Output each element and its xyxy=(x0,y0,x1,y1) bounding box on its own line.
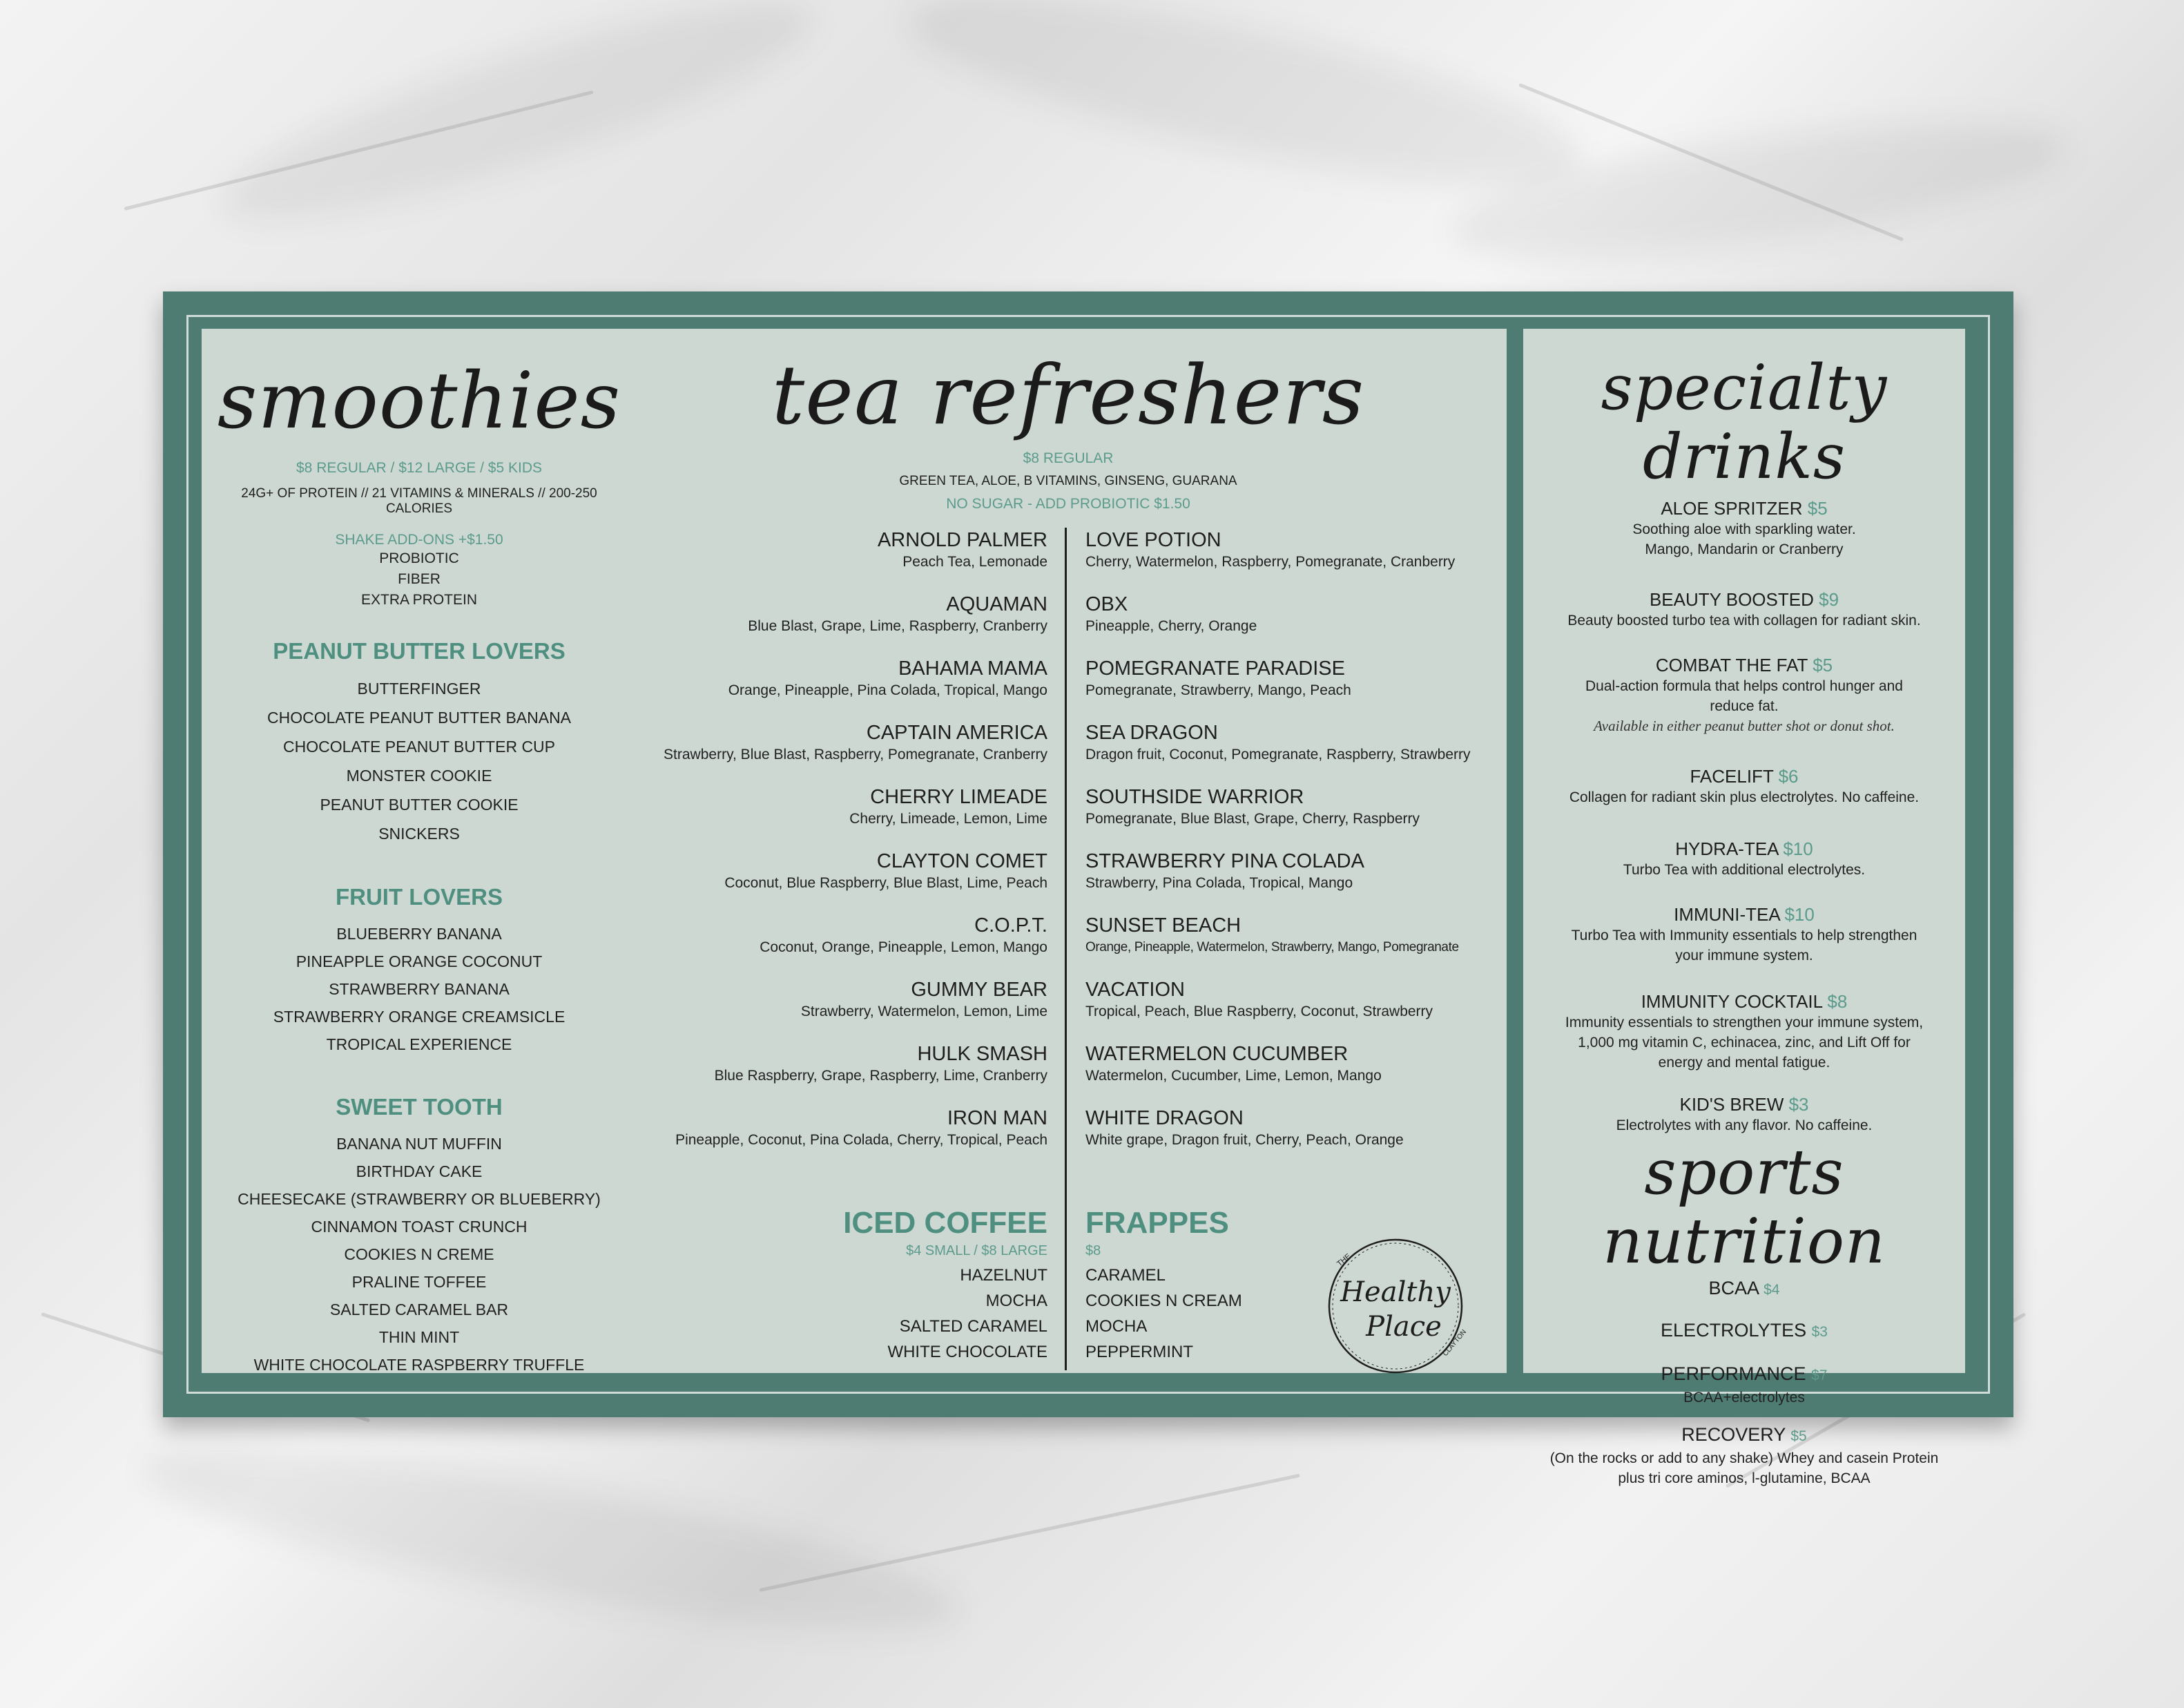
tea-drink xyxy=(637,785,1047,849)
coffee-item: HAZELNUT xyxy=(960,1266,1047,1285)
coffee-item: SALTED CARAMEL xyxy=(899,1317,1047,1336)
tea-price-line: $8 REGULAR xyxy=(1023,450,1114,466)
item-name: BEAUTY BOOSTED xyxy=(1649,589,1814,610)
item-price: $5 xyxy=(1807,498,1828,519)
menu-item: CINNAMON TOAST CRUNCH xyxy=(311,1218,528,1236)
drink-name: LOVE POTION xyxy=(1085,529,1221,551)
column-divider xyxy=(1065,528,1067,1370)
specialty-item xyxy=(1523,654,1965,736)
drink-name: STRAWBERRY PINA COLADA xyxy=(1085,850,1364,872)
iced-coffee-title: ICED COFFEE xyxy=(843,1206,1047,1240)
item-desc: 1,000 mg vitamin C, echinacea, zinc, and Lift Off for xyxy=(1578,1035,1911,1050)
tea-drink xyxy=(637,656,1047,720)
item-desc: Mango, Mandarin or Cranberry xyxy=(1645,541,1844,557)
item-desc: Turbo Tea with Immunity essentials to help strengthen xyxy=(1571,928,1917,943)
category-heading: FRUIT LOVERS xyxy=(335,884,503,910)
leaf-shadow xyxy=(205,0,830,259)
specialty-item xyxy=(1523,838,1965,880)
frappes-price: $8 xyxy=(1085,1243,1101,1258)
tea-drink xyxy=(637,913,1047,977)
item-desc: your immune system. xyxy=(1675,948,1813,963)
drink-desc: Strawberry, Pina Colada, Tropical, Mango xyxy=(1085,875,1353,891)
drink-name: GUMMY BEAR xyxy=(911,979,1047,1001)
drink-name: VACATION xyxy=(1085,979,1185,1001)
healthy-place-logo xyxy=(1324,1235,1467,1377)
item-price: $10 xyxy=(1784,904,1815,925)
frappe-item: CARAMEL xyxy=(1085,1266,1166,1285)
tea-drink xyxy=(637,977,1047,1042)
item-desc: energy and mental fatigue. xyxy=(1658,1055,1830,1071)
tea-drink xyxy=(637,528,1047,592)
item-price: $8 xyxy=(1827,991,1848,1012)
tea-drink xyxy=(1085,849,1500,913)
item-desc: BCAA+electrolytes xyxy=(1683,1390,1805,1405)
drink-name: WHITE DRAGON xyxy=(1085,1107,1244,1129)
drink-name: CLAYTON COMET xyxy=(876,850,1047,872)
drink-desc: Watermelon, Cucumber, Lime, Lemon, Mango xyxy=(1085,1068,1382,1084)
drink-name: OBX xyxy=(1085,593,1128,615)
tea-drink xyxy=(637,592,1047,656)
iced-coffee-section xyxy=(637,1205,1047,1365)
item-name: PERFORMANCE xyxy=(1661,1363,1806,1384)
sports-item xyxy=(1523,1276,1965,1302)
coffee-item: MOCHA xyxy=(985,1292,1047,1310)
item-price: $7 xyxy=(1811,1368,1828,1383)
sports-title: sports nutrition xyxy=(1602,1136,1886,1278)
drink-desc: Strawberry, Watermelon, Lemon, Lime xyxy=(800,1004,1047,1019)
menu-item: BLUEBERRY BANANA xyxy=(336,925,502,943)
item-desc: Turbo Tea with additional electrolytes. xyxy=(1623,862,1866,878)
drink-desc: Dragon fruit, Coconut, Pomegranate, Raspberry, Strawberry xyxy=(1085,747,1471,762)
item-price: $3 xyxy=(1811,1324,1828,1340)
drink-desc: Peach Tea, Lemonade xyxy=(902,554,1047,570)
drink-desc: Blue Raspberry, Grape, Raspberry, Lime, Cranberry xyxy=(714,1068,1047,1084)
tea-info-line: GREEN TEA, ALOE, B VITAMINS, GINSENG, GUARANA xyxy=(899,474,1237,488)
item-note: Available in either peanut butter shot or donut shot. xyxy=(1594,718,1895,734)
menu-item: MONSTER COOKIE xyxy=(346,767,492,785)
menu-item: STRAWBERRY BANANA xyxy=(329,980,510,998)
item-price: $9 xyxy=(1819,589,1839,610)
item-desc: plus tri core aminos, l-glutamine, BCAA xyxy=(1618,1470,1871,1486)
menu-item: THIN MINT xyxy=(378,1328,460,1346)
item-price: $5 xyxy=(1813,655,1833,675)
category-heading: SWEET TOOTH xyxy=(336,1094,503,1120)
item-price: $5 xyxy=(1790,1428,1807,1444)
smoothies-info-line: 24G+ OF PROTEIN // 21 VITAMINS & MINERALS // 200-250 CALORIES xyxy=(241,486,597,516)
drink-name: IRON MAN xyxy=(947,1107,1047,1129)
drink-desc: Pineapple, Cherry, Orange xyxy=(1085,618,1257,634)
drink-name: POMEGRANATE PARADISE xyxy=(1085,658,1345,680)
smoothies-addons-label: SHAKE ADD-ONS +$1.50 xyxy=(335,532,503,548)
specialty-title: specialty drinks xyxy=(1601,352,1888,493)
drink-name: ARNOLD PALMER xyxy=(877,529,1047,551)
item-desc: reduce fat. xyxy=(1710,698,1779,714)
menu-item: CHEESECAKE (STRAWBERRY OR BLUEBERRY) xyxy=(238,1190,601,1208)
drink-name: CAPTAIN AMERICA xyxy=(866,722,1047,744)
drink-desc: Cherry, Watermelon, Raspberry, Pomegranate, Cranberry xyxy=(1085,554,1456,570)
drink-name: BAHAMA MAMA xyxy=(898,658,1047,680)
tea-drink xyxy=(1085,785,1500,849)
tea-drink xyxy=(1085,913,1500,977)
menu-item: BUTTERFINGER xyxy=(357,680,481,698)
addon-item: EXTRA PROTEIN xyxy=(360,592,478,608)
tea-probiotic-line: NO SUGAR - ADD PROBIOTIC $1.50 xyxy=(946,496,1190,512)
frappes-title: FRAPPES xyxy=(1085,1206,1229,1240)
item-name: IMMUNI-TEA xyxy=(1674,904,1780,925)
specialty-item xyxy=(1523,1093,1965,1135)
specialty-item xyxy=(1523,588,1965,631)
logo-line2: Place xyxy=(1366,1311,1442,1343)
frappe-item: PEPPERMINT xyxy=(1085,1343,1194,1361)
drink-name: SOUTHSIDE WARRIOR xyxy=(1085,786,1304,808)
marble-vein xyxy=(759,1474,1300,1592)
item-desc: Collagen for radiant skin plus electrolytes. No caffeine. xyxy=(1569,789,1920,805)
menu-item: PRALINE TOFFEE xyxy=(351,1273,487,1291)
drink-desc: White grape, Dragon fruit, Cherry, Peach, Orange xyxy=(1085,1132,1404,1148)
drink-desc: Cherry, Limeade, Lemon, Lime xyxy=(849,811,1047,827)
addon-item: PROBIOTIC xyxy=(379,550,459,566)
item-name: COMBAT THE FAT xyxy=(1655,655,1808,675)
tea-drink xyxy=(637,720,1047,785)
drink-desc: Pomegranate, Strawberry, Mango, Peach xyxy=(1085,682,1351,698)
frappe-item: MOCHA xyxy=(1085,1317,1148,1336)
item-name: IMMUNITY COCKTAIL xyxy=(1641,991,1823,1012)
menu-item: PEANUT BUTTER COOKIE xyxy=(320,796,519,814)
drink-name: C.O.P.T. xyxy=(974,914,1047,937)
drink-desc: Strawberry, Blue Blast, Raspberry, Pomegranate, Cranberry xyxy=(664,747,1047,762)
item-desc: Beauty boosted turbo tea with collagen for radiant skin. xyxy=(1567,613,1921,628)
drink-desc: Coconut, Orange, Pineapple, Lemon, Mango xyxy=(760,939,1047,955)
drink-desc: Pineapple, Coconut, Pina Colada, Cherry, Tropical, Peach xyxy=(675,1132,1047,1148)
menu-item: TROPICAL EXPERIENCE xyxy=(326,1035,512,1053)
item-price: $10 xyxy=(1783,838,1813,859)
specialty-item xyxy=(1523,903,1965,966)
drink-desc: Orange, Pineapple, Pina Colada, Tropical, Mango xyxy=(728,682,1047,698)
tea-drink xyxy=(637,849,1047,913)
menu-item: BIRTHDAY CAKE xyxy=(356,1162,483,1180)
item-name: KID'S BREW xyxy=(1679,1094,1784,1115)
tea-drink xyxy=(1085,977,1500,1042)
item-price: $3 xyxy=(1788,1094,1809,1115)
tea-drink xyxy=(1085,1042,1500,1106)
leaf-shadow xyxy=(892,0,1594,222)
leaf-shadow xyxy=(135,1414,970,1667)
drink-name: SEA DRAGON xyxy=(1085,722,1218,744)
item-price: $4 xyxy=(1763,1282,1780,1298)
coffee-item: WHITE CHOCOLATE xyxy=(887,1343,1047,1361)
specialty-item xyxy=(1523,497,1965,559)
smoothies-section xyxy=(209,356,630,1379)
logo-the: THE xyxy=(1335,1251,1353,1269)
specialty-item xyxy=(1523,765,1965,807)
item-name: RECOVERY xyxy=(1681,1424,1786,1445)
sports-item xyxy=(1523,1423,1965,1488)
specialty-section xyxy=(1523,354,1965,1488)
drink-name: HULK SMASH xyxy=(917,1043,1047,1065)
item-name: ELECTROLYTES xyxy=(1661,1320,1807,1341)
smoothies-price-line: $8 REGULAR / $12 LARGE / $5 KIDS xyxy=(296,460,542,476)
menu-item: WHITE CHOCOLATE RASPBERRY TRUFFLE xyxy=(253,1356,585,1374)
main-panel xyxy=(202,329,1507,1373)
drink-name: WATERMELON CUCUMBER xyxy=(1085,1043,1349,1065)
side-panel xyxy=(1523,329,1965,1486)
item-desc: (On the rocks or add to any shake) Whey and casein Protein xyxy=(1549,1450,1939,1466)
tea-title: tea refreshers xyxy=(771,347,1365,443)
tea-drink xyxy=(1085,592,1500,656)
menu-item: COOKIES N CREME xyxy=(344,1245,494,1263)
menu-board xyxy=(163,291,2013,1486)
specialty-item xyxy=(1523,990,1965,1073)
drink-name: AQUAMAN xyxy=(946,593,1047,615)
item-name: FACELIFT xyxy=(1690,766,1774,787)
tea-drink xyxy=(1085,720,1500,785)
category-heading: PEANUT BUTTER LOVERS xyxy=(273,638,566,664)
item-price: $6 xyxy=(1778,766,1799,787)
smoothies-title: smoothies xyxy=(217,356,621,446)
drink-desc: Blue Blast, Grape, Lime, Raspberry, Cranberry xyxy=(748,618,1047,634)
item-desc: Dual-action formula that helps control hunger and xyxy=(1585,678,1903,694)
iced-coffee-price: $4 SMALL / $8 LARGE xyxy=(906,1243,1047,1258)
item-desc: Immunity essentials to strengthen your immune system, xyxy=(1565,1015,1924,1030)
sports-item xyxy=(1523,1362,1965,1408)
menu-item: SNICKERS xyxy=(378,825,460,843)
menu-item: SALTED CARAMEL BAR xyxy=(329,1301,509,1318)
item-desc: Electrolytes with any flavor. No caffeine. xyxy=(1616,1117,1873,1133)
addon-item: FIBER xyxy=(398,571,441,587)
drink-desc: Orange, Pineapple, Watermelon, Strawberry, Mango, Pomegranate xyxy=(1085,940,1459,954)
menu-item: CHOCOLATE PEANUT BUTTER BANANA xyxy=(267,709,572,727)
drink-desc: Tropical, Peach, Blue Raspberry, Coconut, Strawberry xyxy=(1085,1004,1433,1019)
drink-name: CHERRY LIMEADE xyxy=(870,786,1047,808)
item-name: BCAA xyxy=(1708,1278,1759,1298)
item-name: ALOE SPRITZER xyxy=(1661,498,1803,519)
logo-clayton: CLAYTON xyxy=(1441,1328,1469,1358)
tea-drink xyxy=(1085,1106,1500,1170)
drink-name: SUNSET BEACH xyxy=(1085,914,1241,937)
drink-desc: Pomegranate, Blue Blast, Grape, Cherry, Raspberry xyxy=(1085,811,1420,827)
menu-item: BANANA NUT MUFFIN xyxy=(336,1135,502,1153)
tea-drink xyxy=(637,1106,1047,1170)
tea-drink xyxy=(1085,528,1500,592)
menu-item: STRAWBERRY ORANGE CREAMSICLE xyxy=(273,1008,566,1026)
item-desc: Soothing aloe with sparkling water. xyxy=(1632,521,1856,537)
frappe-item: COOKIES N CREAM xyxy=(1085,1292,1242,1310)
drink-desc: Coconut, Blue Raspberry, Blue Blast, Lime, Peach xyxy=(724,875,1047,891)
sports-item xyxy=(1523,1318,1965,1344)
tea-drink xyxy=(637,1042,1047,1106)
menu-item: PINEAPPLE ORANGE COCONUT xyxy=(296,952,543,970)
tea-left-column xyxy=(637,528,1047,1365)
menu-item: CHOCOLATE PEANUT BUTTER CUP xyxy=(282,738,556,756)
tea-drink xyxy=(1085,656,1500,720)
logo-line1: Healthy xyxy=(1340,1276,1451,1308)
item-name: HYDRA-TEA xyxy=(1675,838,1779,859)
